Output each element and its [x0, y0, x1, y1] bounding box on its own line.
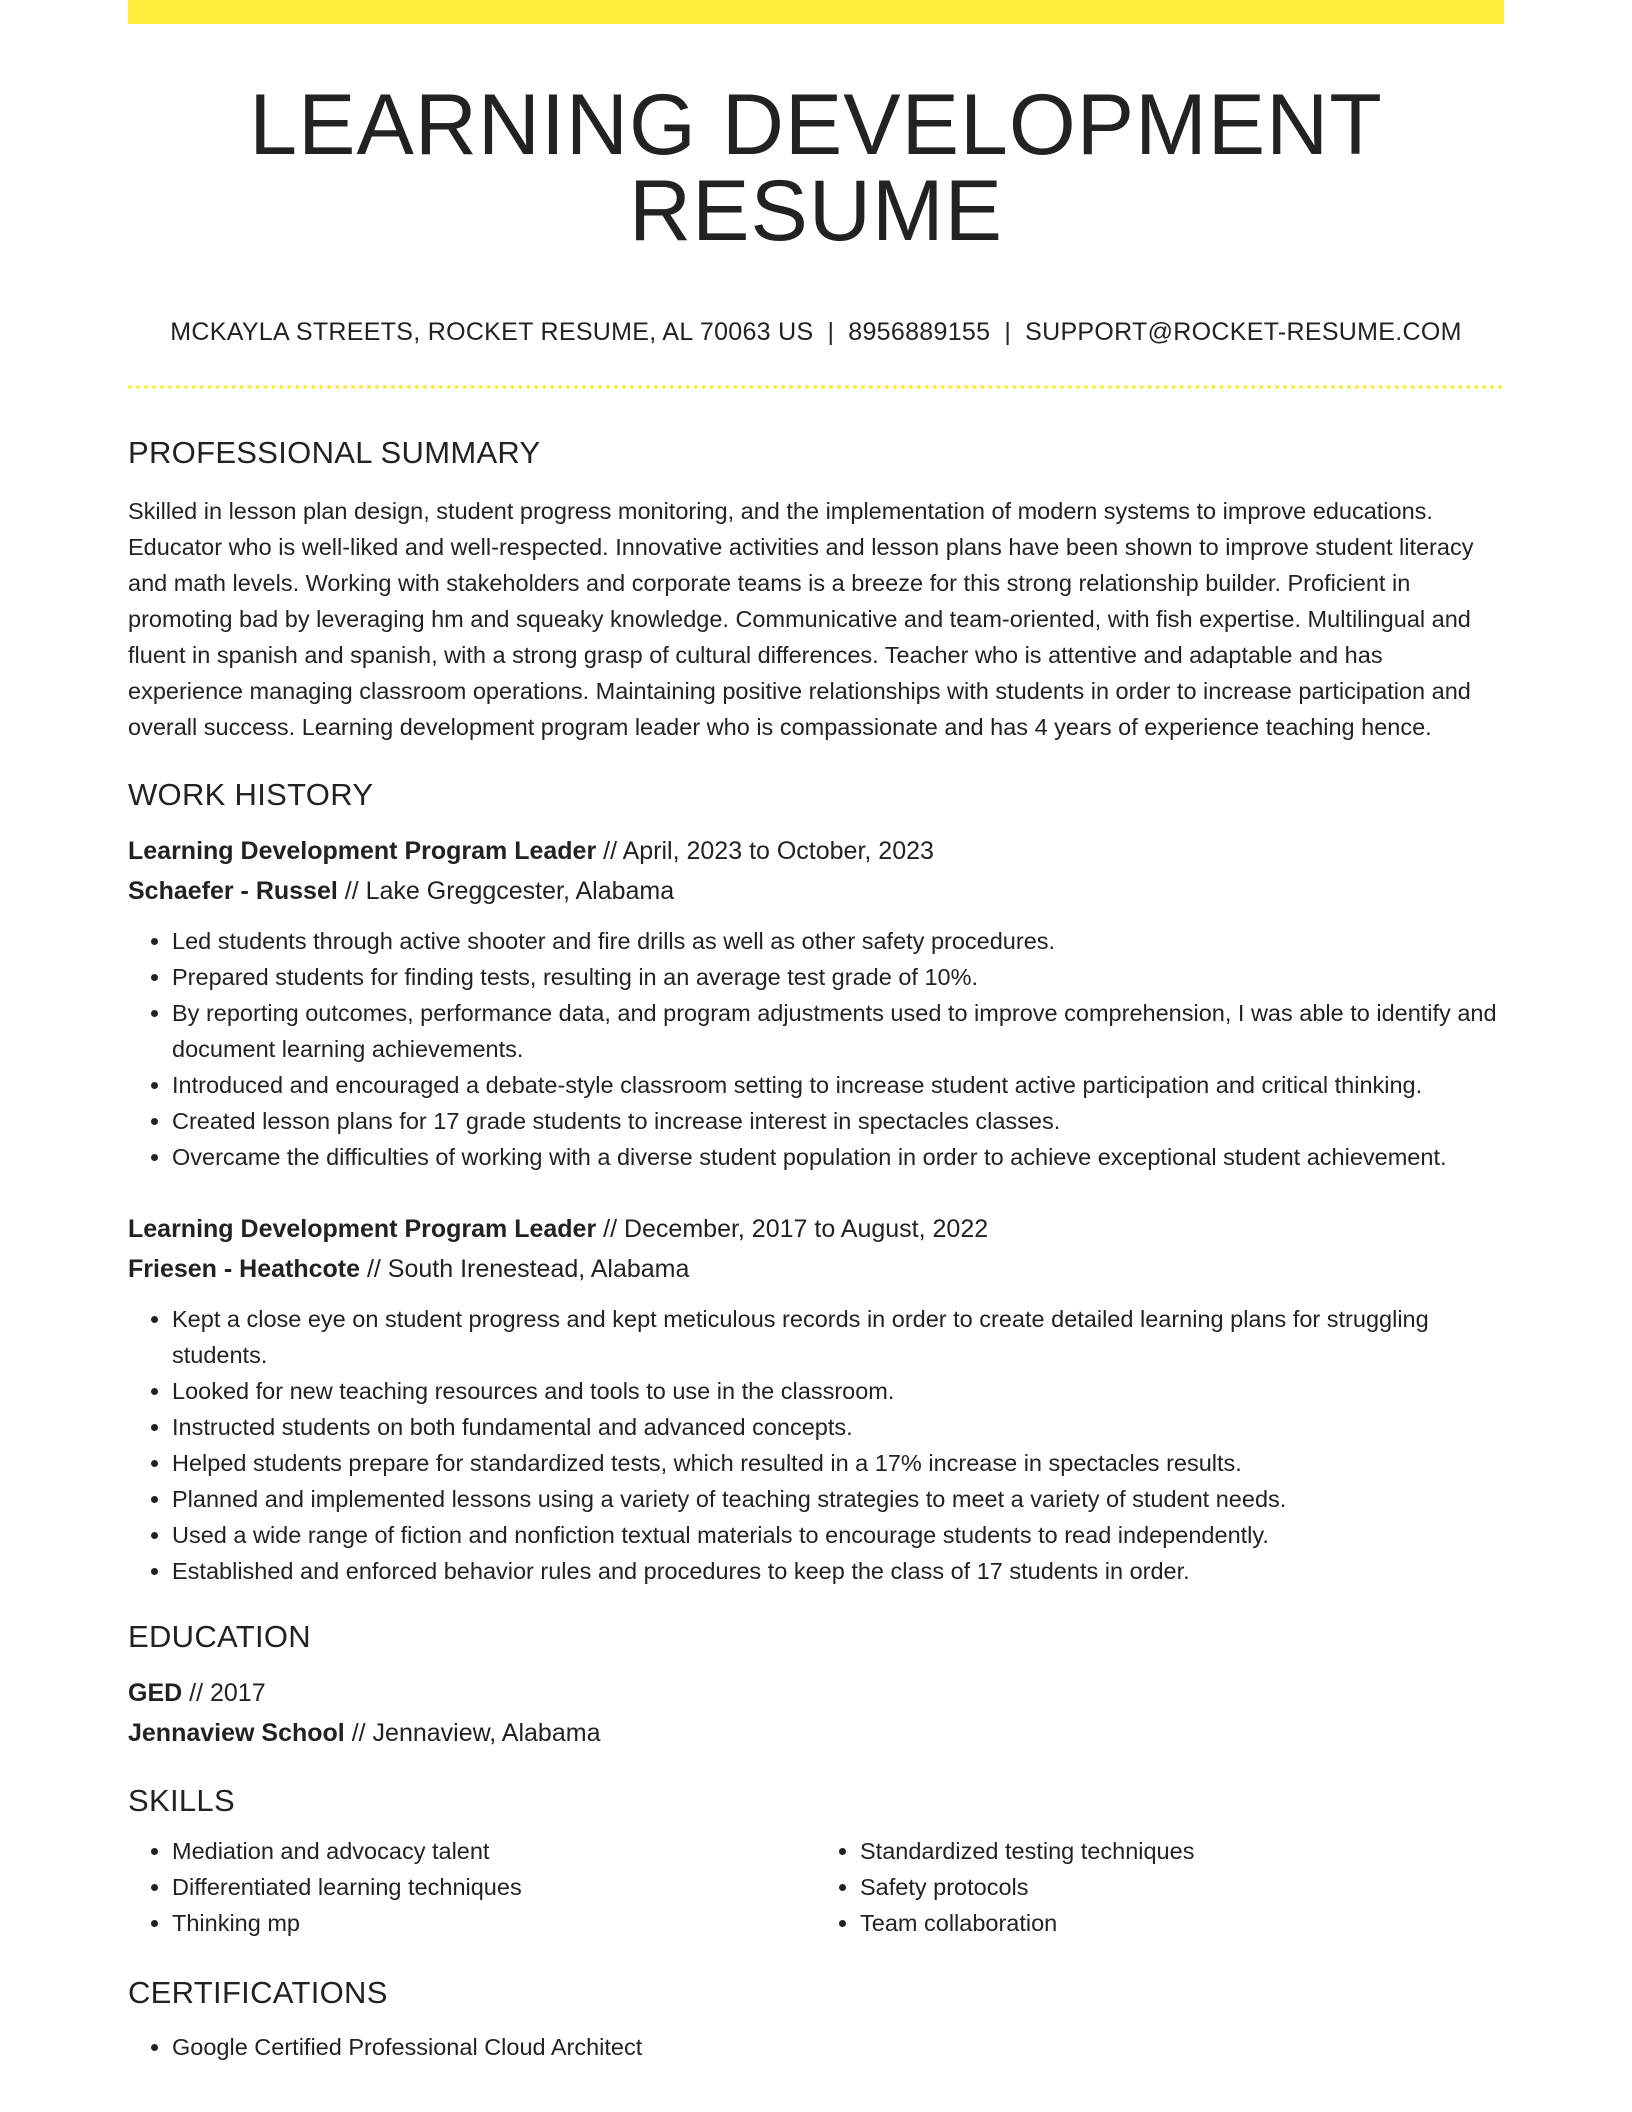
- list-item: • Google Certified Professional Cloud Architect: [172, 2029, 1504, 2065]
- job-title: Learning Development Program Leader: [128, 1215, 597, 1243]
- job-title-line: [128, 831, 1504, 871]
- skills-heading: SKILLS: [128, 1783, 235, 1818]
- skills-section: [128, 1783, 1504, 1941]
- education-entry: [128, 1673, 1504, 1753]
- skills-columns: [128, 1833, 1504, 1941]
- list-item: • Used a wide range of fiction and nonfiction textual materials to encourage students to read independently.: [172, 1517, 1504, 1553]
- job-dates: // December, 2017 to August, 2022: [603, 1215, 989, 1243]
- resume-page: [128, 0, 1504, 2065]
- education-school: Jennaview School: [128, 1719, 345, 1747]
- list-item: • Standardized testing techniques: [860, 1833, 1504, 1869]
- education-heading: EDUCATION: [128, 1619, 311, 1654]
- job-company: Schaefer - Russel: [128, 877, 338, 905]
- job-title: Learning Development Program Leader: [128, 837, 597, 865]
- certifications-heading: CERTIFICATIONS: [128, 1975, 388, 2010]
- list-item: • Looked for new teaching resources and tools to use in the classroom.: [172, 1373, 1504, 1409]
- list-item: • Instructed students on both fundamental and advanced concepts.: [172, 1409, 1504, 1445]
- list-item: • Introduced and encouraged a debate-style classroom setting to increase student active participation and critical thinking.: [172, 1067, 1504, 1103]
- summary-text: Skilled in lesson plan design, student progress monitoring, and the implementation of modern systems to improve educations. Educator who is well-liked and well-respected. Innovative activities and lesson plans have been shown to improve student literacy and math levels. Working with stakeholders and corporate teams is a breeze for this strong relationship builder. Proficient in promoting bad by leveraging hm and squeaky knowledge. Communicative and team-oriented, with fish expertise. Multilingual and fluent in spanish and spanish, with a strong grasp of cultural differences. Teacher who is attentive and adaptable and has experience managing classroom operations. Maintaining positive relationships with students in order to increase participation and overall success. Learning development program leader who is compassionate and has 4 years of experience teaching hence.: [128, 498, 1474, 740]
- job-entry: [128, 831, 1504, 1175]
- contact-separator: |: [827, 318, 835, 346]
- list-item: • Differentiated learning techniques: [172, 1869, 816, 1905]
- job-title-line: [128, 1209, 1504, 1249]
- list-item: • Planned and implemented lessons using a variety of teaching strategies to meet a variety of student needs.: [172, 1481, 1504, 1517]
- job-bullets: [128, 1301, 1504, 1589]
- job-dates: // April, 2023 to October, 2023: [603, 837, 934, 865]
- skills-right-column: [816, 1833, 1504, 1941]
- list-item: • Created lesson plans for 17 grade students to increase interest in spectacles classes.: [172, 1103, 1504, 1139]
- contact-separator: |: [1004, 318, 1012, 346]
- job-company-line: [128, 1249, 1504, 1289]
- job-bullets: [128, 923, 1504, 1175]
- certifications-list: [128, 2029, 1504, 2065]
- education-section: [128, 1619, 1504, 1753]
- contact-address: MCKAYLA STREETS, ROCKET RESUME, AL 70063 US: [170, 318, 814, 346]
- top-accent-bar: [128, 0, 1504, 24]
- education-location: // Jennaview, Alabama: [351, 1719, 601, 1747]
- job-company: Friesen - Heathcote: [128, 1255, 361, 1283]
- contact-phone: 8956889155: [848, 318, 991, 346]
- job-entry: [128, 1209, 1504, 1589]
- work-history-section: [128, 777, 1504, 1589]
- list-item: • Thinking mp: [172, 1905, 816, 1941]
- contact-email: SUPPORT@ROCKET-RESUME.COM: [1025, 318, 1462, 346]
- list-item: • Helped students prepare for standardized tests, which resulted in a 17% increase in spectacles results.: [172, 1445, 1504, 1481]
- job-location: // Lake Greggcester, Alabama: [344, 877, 675, 905]
- list-item: • Established and enforced behavior rules and procedures to keep the class of 17 students in order.: [172, 1553, 1504, 1589]
- education-year: // 2017: [189, 1679, 266, 1707]
- list-item: • Led students through active shooter and fire drills as well as other safety procedures.: [172, 923, 1504, 959]
- education-degree-line: [128, 1673, 1504, 1713]
- job-company-line: [128, 871, 1504, 911]
- list-item: • Prepared students for finding tests, resulting in an average test grade of 10%.: [172, 959, 1504, 995]
- list-item: • Safety protocols: [860, 1869, 1504, 1905]
- list-item: • By reporting outcomes, performance data, and program adjustments used to improve comprehension, I was able to identify and document learning achievements.: [172, 995, 1504, 1067]
- dotted-divider: [128, 385, 1504, 389]
- certifications-section: [128, 1975, 1504, 2065]
- contact-line: [128, 318, 1504, 347]
- list-item: • Team collaboration: [860, 1905, 1504, 1941]
- education-school-line: [128, 1713, 1504, 1753]
- list-item: • Kept a close eye on student progress and kept meticulous records in order to create detailed learning plans for struggling students.: [172, 1301, 1504, 1373]
- work-history-heading: WORK HISTORY: [128, 777, 374, 812]
- job-location: // South Irenestead, Alabama: [366, 1255, 690, 1283]
- summary-heading: PROFESSIONAL SUMMARY: [128, 435, 541, 470]
- skills-left-column: [128, 1833, 816, 1941]
- education-degree: GED: [128, 1679, 183, 1707]
- list-item: • Mediation and advocacy talent: [172, 1833, 816, 1869]
- summary-section: [128, 435, 1504, 745]
- list-item: • Overcame the difficulties of working with a diverse student population in order to achieve exceptional student achievement.: [172, 1139, 1504, 1175]
- resume-title: LEARNING DEVELOPMENT RESUME: [249, 77, 1383, 259]
